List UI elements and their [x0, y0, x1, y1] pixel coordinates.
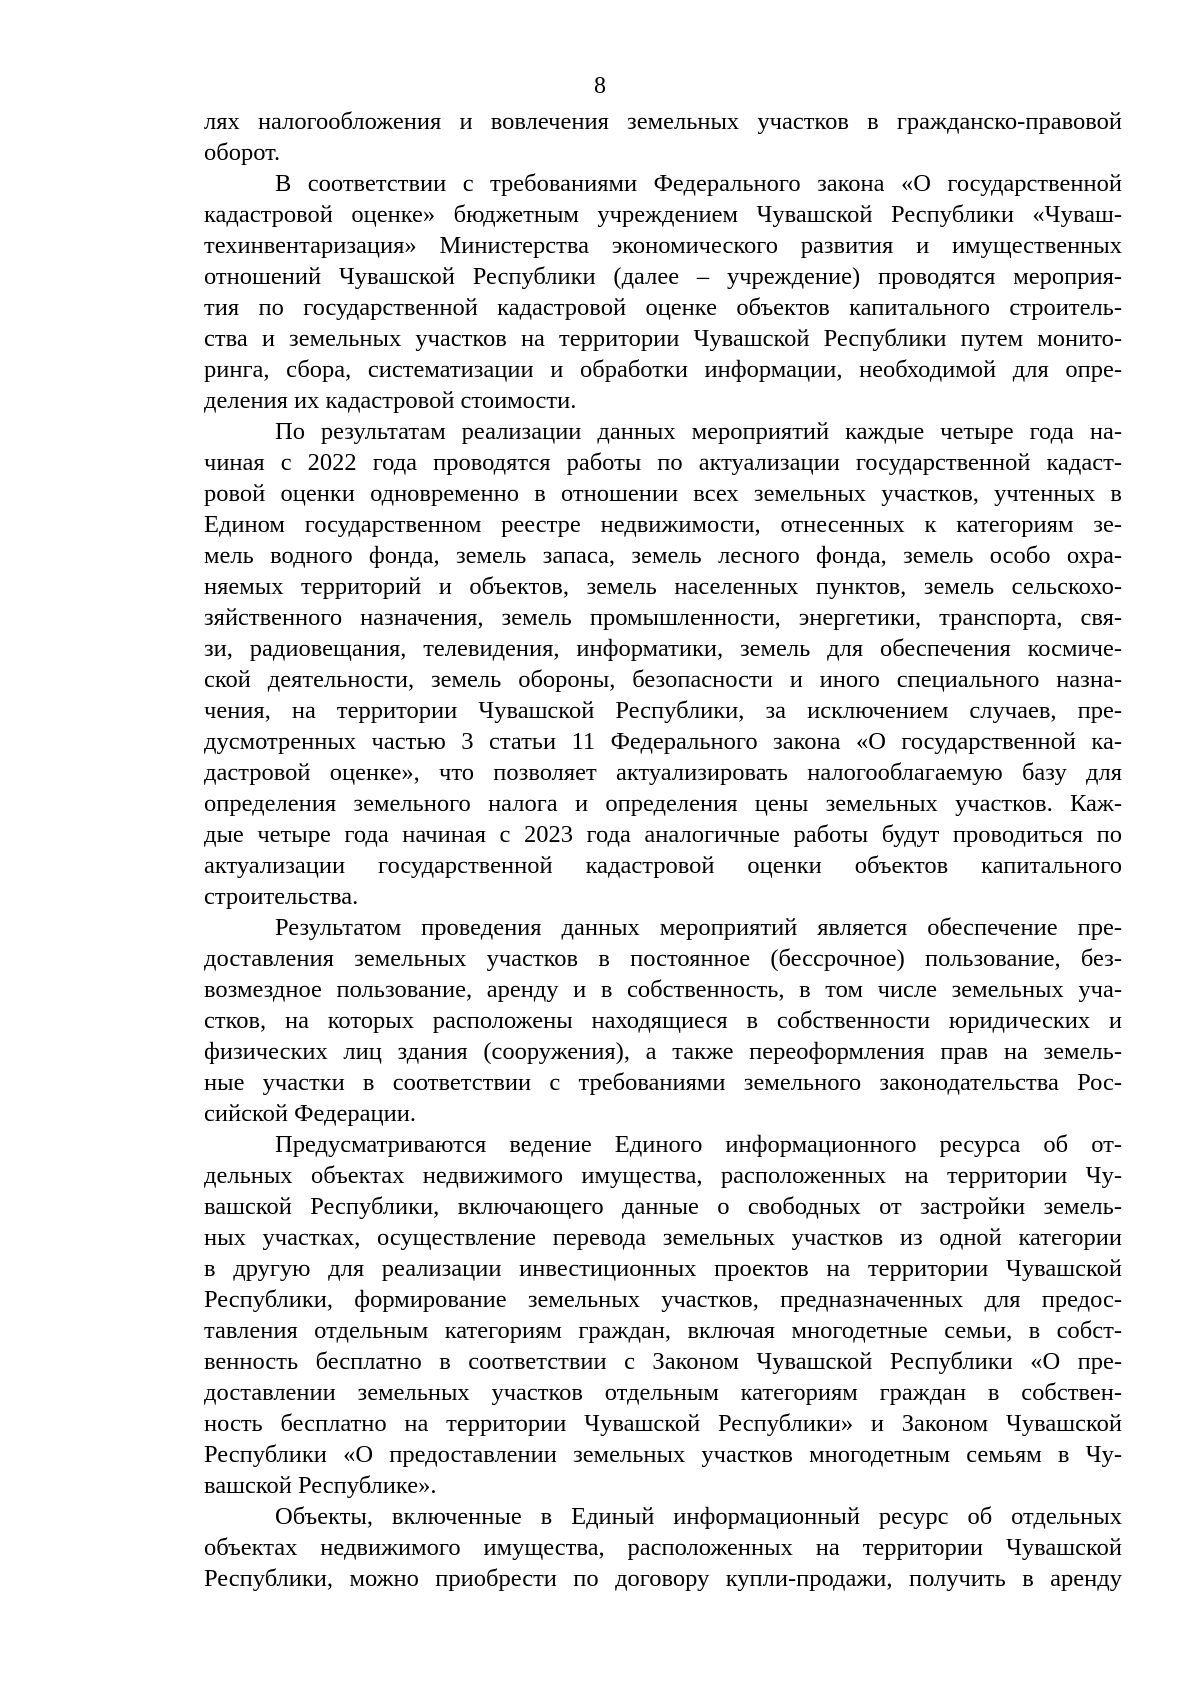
- text-line: Объекты, включенные в Единый информационный ресурс об отдельных: [275, 1503, 1122, 1530]
- text-line: стков, на которых расположены находящиеся в собственности юридических и: [204, 1007, 1122, 1034]
- text-line: вашской Республике».: [204, 1472, 437, 1499]
- text-line: дастровой оценке», что позволяет актуализировать налогооблагаемую базу для: [204, 759, 1122, 786]
- text-line: зи, радиовещания, телевидения, информатики, земель для обеспечения космиче-: [204, 635, 1122, 662]
- text-line: Едином государственном реестре недвижимости, отнесенных к категориям зе-: [204, 511, 1122, 538]
- page-number: 8: [594, 73, 606, 99]
- text-line: Предусматриваются ведение Единого информационного ресурса об от-: [275, 1131, 1122, 1158]
- text-line: сийской Федерации.: [204, 1100, 416, 1127]
- text-line: дые четыре года начиная с 2023 года аналогичные работы будут проводиться по: [204, 821, 1122, 848]
- document-body: [204, 106, 1122, 1594]
- text-line: физических лиц здания (сооружения), а также переоформления прав на земель-: [204, 1038, 1122, 1065]
- text-line: ных участках, осуществление перевода земельных участков из одной категории: [204, 1224, 1122, 1251]
- text-line: венность бесплатно в соответствии с Законом Чувашской Республики «О пре-: [204, 1348, 1122, 1375]
- text-line: Республики «О предоставлении земельных участков многодетным семьям в Чу-: [204, 1441, 1122, 1468]
- text-line: кадастровой оценке» бюджетным учреждением Чувашской Республики «Чуваш-: [204, 201, 1122, 228]
- text-line: Республики, формирование земельных участков, предназначенных для предос-: [204, 1286, 1122, 1313]
- text-line: По результатам реализации данных мероприятий каждые четыре года на-: [275, 418, 1122, 445]
- paragraph: [204, 1501, 1122, 1594]
- paragraph: [204, 168, 1122, 416]
- text-line: В соответствии с требованиями Федерального закона «О государственной: [275, 170, 1122, 197]
- text-line: техинвентаризация» Министерства экономического развития и имущественных: [204, 232, 1122, 259]
- text-line: определения земельного налога и определения цены земельных участков. Каж-: [204, 790, 1122, 817]
- text-line: ровой оценки одновременно в отношении всех земельных участков, учтенных в: [204, 480, 1122, 507]
- text-line: в другую для реализации инвестиционных проектов на территории Чувашской: [204, 1255, 1122, 1282]
- text-line: ринга, сбора, систематизации и обработки информации, необходимой для опре-: [204, 356, 1122, 383]
- text-line: дельных объектах недвижимого имущества, расположенных на территории Чу-: [204, 1162, 1122, 1189]
- text-line: лях налогообложения и вовлечения земельных участков в гражданско-правовой: [204, 108, 1122, 135]
- text-line: тавления отдельным категориям граждан, включая многодетные семьи, в собст-: [204, 1317, 1122, 1344]
- text-line: тия по государственной кадастровой оценке объектов капитального строитель-: [204, 294, 1122, 321]
- text-line: доставления земельных участков в постоянное (бессрочное) пользование, без-: [204, 945, 1122, 972]
- text-line: дусмотренных частью 3 статьи 11 Федерального закона «О государственной ка-: [204, 728, 1122, 755]
- text-line: вашской Республики, включающего данные о свободных от застройки земель-: [204, 1193, 1122, 1220]
- paragraph: [204, 416, 1122, 912]
- text-line: ства и земельных участков на территории Чувашской Республики путем монито-: [204, 325, 1122, 352]
- paragraph: [204, 106, 1122, 168]
- text-line: отношений Чувашской Республики (далее – учреждение) проводятся мероприя-: [204, 263, 1122, 290]
- text-line: строительства.: [204, 883, 359, 910]
- text-line: мель водного фонда, земель запаса, земель лесного фонда, земель особо охра-: [204, 542, 1122, 569]
- text-line: Результатом проведения данных мероприятий является обеспечение пре-: [275, 914, 1122, 941]
- text-line: ность бесплатно на территории Чувашской Республики» и Законом Чувашской: [204, 1410, 1122, 1437]
- text-line: оборот.: [204, 139, 281, 166]
- text-line: ные участки в соответствии с требованиями земельного законодательства Рос-: [204, 1069, 1122, 1096]
- text-line: деления их кадастровой стоимости.: [204, 387, 577, 414]
- text-line: объектах недвижимого имущества, расположенных на территории Чувашской: [204, 1534, 1122, 1561]
- text-line: няемых территорий и объектов, земель населенных пунктов, земель сельскохо-: [204, 573, 1122, 600]
- text-line: актуализации государственной кадастровой оценки объектов капитального: [204, 852, 1122, 879]
- text-line: ской деятельности, земель обороны, безопасности и иного специального назна-: [204, 666, 1122, 693]
- text-line: чиная с 2022 года проводятся работы по актуализации государственной кадаст-: [204, 449, 1122, 476]
- text-line: зяйственного назначения, земель промышленности, энергетики, транспорта, свя-: [204, 604, 1122, 631]
- text-line: чения, на территории Чувашской Республики, за исключением случаев, пре-: [204, 697, 1122, 724]
- text-line: возмездное пользование, аренду и в собственность, в том числе земельных уча-: [204, 976, 1122, 1003]
- text-line: доставлении земельных участков отдельным категориям граждан в собствен-: [204, 1379, 1122, 1406]
- text-line: Республики, можно приобрести по договору купли-продажи, получить в аренду: [204, 1565, 1122, 1592]
- paragraph: [204, 1129, 1122, 1501]
- paragraph: [204, 912, 1122, 1129]
